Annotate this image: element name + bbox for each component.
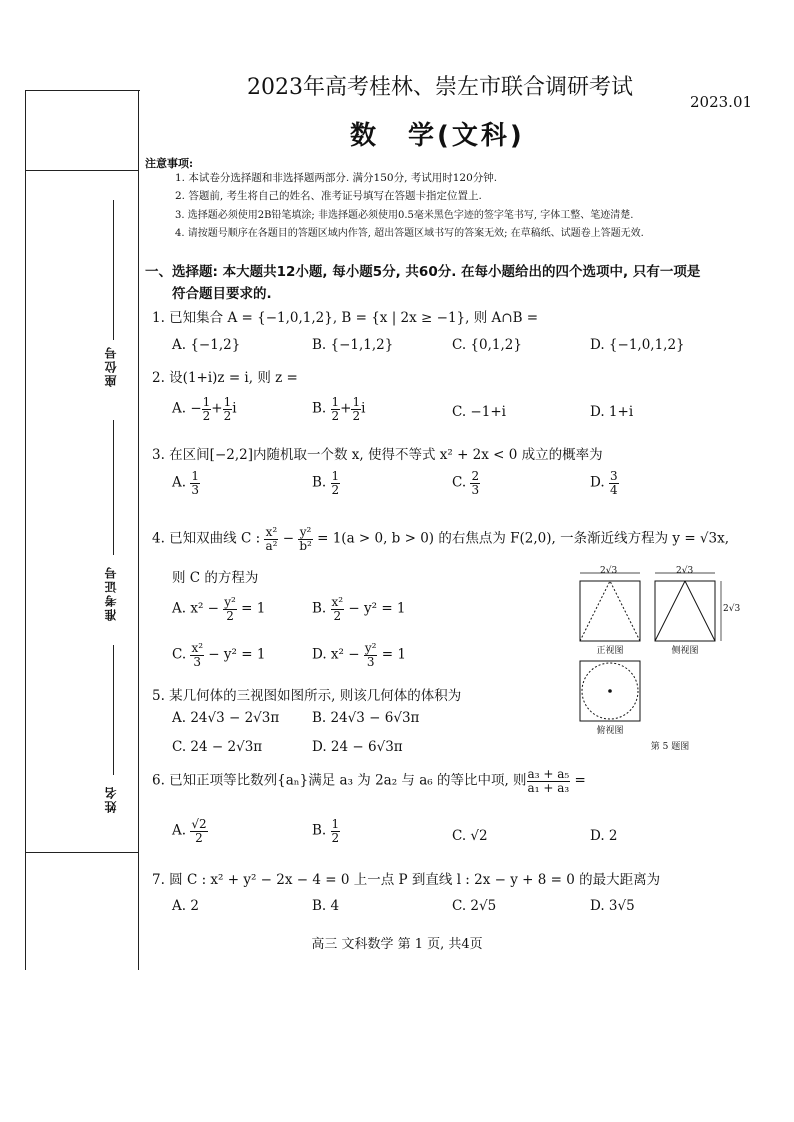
question-7-stem: 7. 圆 C : x² + y² − 2x − 4 = 0 上一点 P 到直线 l : 2x − y + 8 = 0 的最大距离为: [152, 872, 661, 888]
q2-option-c: C. −1+i: [452, 404, 506, 420]
subject-title: 数 学(文科): [350, 121, 525, 151]
exam-id-field-line: [113, 645, 114, 775]
side-view: [655, 573, 721, 641]
q4-option-a: A. x² − $\frac{\text{y²}}{2}$ = 1: [172, 595, 266, 623]
section-heading-cont: 符合题目要求的.: [172, 286, 272, 302]
fraction: $\frac{1}{2}$: [331, 469, 340, 497]
q4-option-d: D. x² − $\frac{\text{y²}}{3}$ = 1: [312, 641, 406, 669]
fraction: $\frac{1}{2}$: [352, 395, 361, 423]
q2-a-prefix: A. −: [172, 400, 202, 417]
q7-option-b: B. 4: [312, 898, 340, 914]
sidebar-divider-top: [25, 170, 138, 171]
note-item: 2. 答题前, 考生将自己的姓名、准考证号填写在答题卡指定位置上.: [175, 190, 482, 202]
fraction: $\frac{1}{2}$: [331, 817, 340, 845]
q1-option-c: C. {0,1,2}: [452, 337, 522, 353]
side-view-label: 侧视图: [671, 646, 699, 656]
name-label: 姓名: [104, 785, 118, 813]
q6-option-b: B. $\frac{1}{2}$: [312, 817, 340, 845]
front-view: [580, 573, 640, 641]
fraction: $\frac{\text{a₃ + a₅}}{\text{a₁ + a₃}}$: [527, 767, 570, 795]
seat-field-line: [113, 200, 114, 340]
fraction: $\frac{\text{x²}}{\text{a²}}$: [265, 525, 278, 553]
exam-title: 2023年高考桂林、崇左市联合调研考试: [247, 75, 633, 100]
fraction: $\frac{1}{2}$: [331, 395, 340, 423]
fraction: $\frac{2}{3}$: [471, 469, 480, 497]
q1-option-d: D. {−1,0,1,2}: [590, 337, 685, 353]
q5-option-c: C. 24 − 2√3π: [172, 739, 263, 755]
sidebar-top-rule: [25, 90, 140, 91]
fraction: $\frac{\text{x²}}{3}$: [191, 641, 204, 669]
q5-option-a: A. 24√3 − 2√3π: [172, 710, 280, 726]
fraction: $\frac{1}{2}$: [223, 395, 232, 423]
q1-option-a: A. {−1,2}: [172, 337, 241, 353]
q2-option-b: B. $\frac{1}{2}$ + $\frac{1}{2}$ i: [312, 395, 366, 423]
notes-heading: 注意事项:: [145, 157, 194, 170]
fraction: $\frac{1}{2}$: [202, 395, 211, 423]
q1-option-b: B. {−1,1,2}: [312, 337, 394, 353]
q6-option-a: A. $\frac{√2}{2}$: [172, 817, 207, 845]
fraction: $\frac{\text{y²}}{3}$: [364, 641, 377, 669]
top-view: [580, 661, 640, 721]
figure-caption: 第 5 题图: [650, 742, 690, 752]
question-4-stem-cont: 则 C 的方程为: [172, 570, 259, 586]
q3-option-a: A. $\frac{1}{3}$: [172, 469, 199, 497]
q7-option-c: C. 2√5: [452, 898, 497, 914]
note-item: 1. 本试卷分选择题和非选择题两部分. 满分150分, 考试用时120分钟.: [175, 172, 498, 184]
fraction: $\frac{3}{4}$: [609, 469, 618, 497]
q4-option-c: C. $\frac{\text{x²}}{3}$ − y² = 1: [172, 641, 266, 669]
q3-option-c: C. $\frac{2}{3}$: [452, 469, 480, 497]
section-heading: 一、选择题: 本大题共12小题, 每小题5分, 共60分. 在每小题给出的四个选项中, 只有一项是: [145, 264, 701, 280]
sidebar-divider-bottom: [25, 852, 138, 853]
dim-label: 2√3: [600, 566, 618, 576]
question-6-stem: 6. 已知正项等比数列{aₙ}满足 a₃ 为 2a₂ 与 a₆ 的等比中项, 则 $\frac{\text{a₃ + a₅}}{\text{a₁ + a₃}}$ =: [152, 767, 586, 795]
q6-option-d: D. 2: [590, 828, 618, 844]
q5-option-d: D. 24 − 6√3π: [312, 739, 403, 755]
q3-option-d: D. $\frac{3}{4}$: [590, 469, 618, 497]
note-item: 4. 请按题号顺序在各题目的答题区域内作答, 超出答题区域书写的答案无效; 在草稿纸、试题卷上答题无效.: [175, 228, 644, 239]
seat-field-line-2: [113, 420, 114, 555]
seat-label: 座位号: [104, 345, 118, 387]
q3-option-b: B. $\frac{1}{2}$: [312, 469, 340, 497]
note-item: 3. 选择题必须使用2B铅笔填涂; 非选择题必须使用0.5毫米黑色字迹的签字笔书写, 字体工整、笔迹清楚.: [175, 210, 634, 221]
fraction: $\frac{\text{x²}}{2}$: [331, 595, 344, 623]
top-view-label: 俯视图: [596, 726, 624, 736]
question-3-stem: 3. 在区间[−2,2]内随机取一个数 x, 使得不等式 x² + 2x < 0 成立的概率为: [152, 447, 603, 463]
fraction: $\frac{√2}{2}$: [191, 817, 207, 845]
fraction: $\frac{\text{y²}}{\text{b²}}$: [299, 525, 312, 553]
q7-option-d: D. 3√5: [590, 898, 635, 914]
q4-option-b: B. $\frac{\text{x²}}{2}$ − y² = 1: [312, 595, 406, 623]
exam-id-label: 准考证号: [104, 565, 118, 621]
front-view-label: 正视图: [596, 646, 624, 656]
dim-label: 2√3: [723, 604, 741, 614]
sidebar-outer-line: [25, 90, 26, 970]
exam-date: 2023.01: [690, 93, 753, 111]
q6-option-c: C. √2: [452, 828, 488, 844]
page-footer: 高三 文科数学 第 1 页, 共4页: [311, 937, 483, 952]
q5-option-b: B. 24√3 − 6√3π: [312, 710, 420, 726]
dim-label: 2√3: [676, 566, 694, 576]
question-2-stem: 2. 设(1+i)z = i, 则 z =: [152, 370, 298, 386]
question-1-stem: 1. 已知集合 A = {−1,0,1,2}, B = {x | 2x ≥ −1}, 则 A∩B =: [152, 310, 539, 326]
fraction: $\frac{\text{y²}}{2}$: [224, 595, 236, 623]
q2-option-d: D. 1+i: [590, 404, 634, 420]
fraction: $\frac{1}{3}$: [191, 469, 199, 497]
q7-option-a: A. 2: [172, 898, 199, 914]
q2-option-a: A. − $\frac{1}{2}$ + $\frac{1}{2}$ i: [172, 395, 237, 423]
question-5-stem: 5. 某几何体的三视图如图所示, 则该几何体的体积为: [152, 688, 462, 704]
question-4-stem: 4. 已知双曲线 C : $\frac{\text{x²}}{\text{a²}}$ − $\frac{\text{y²}}{\text{b²}}$ = 1(a > 0, b > 0) 的右焦点为 F(2,0), 一条渐近线方程为 y = √3x,: [152, 525, 730, 553]
sidebar-inner-line: [138, 90, 139, 970]
